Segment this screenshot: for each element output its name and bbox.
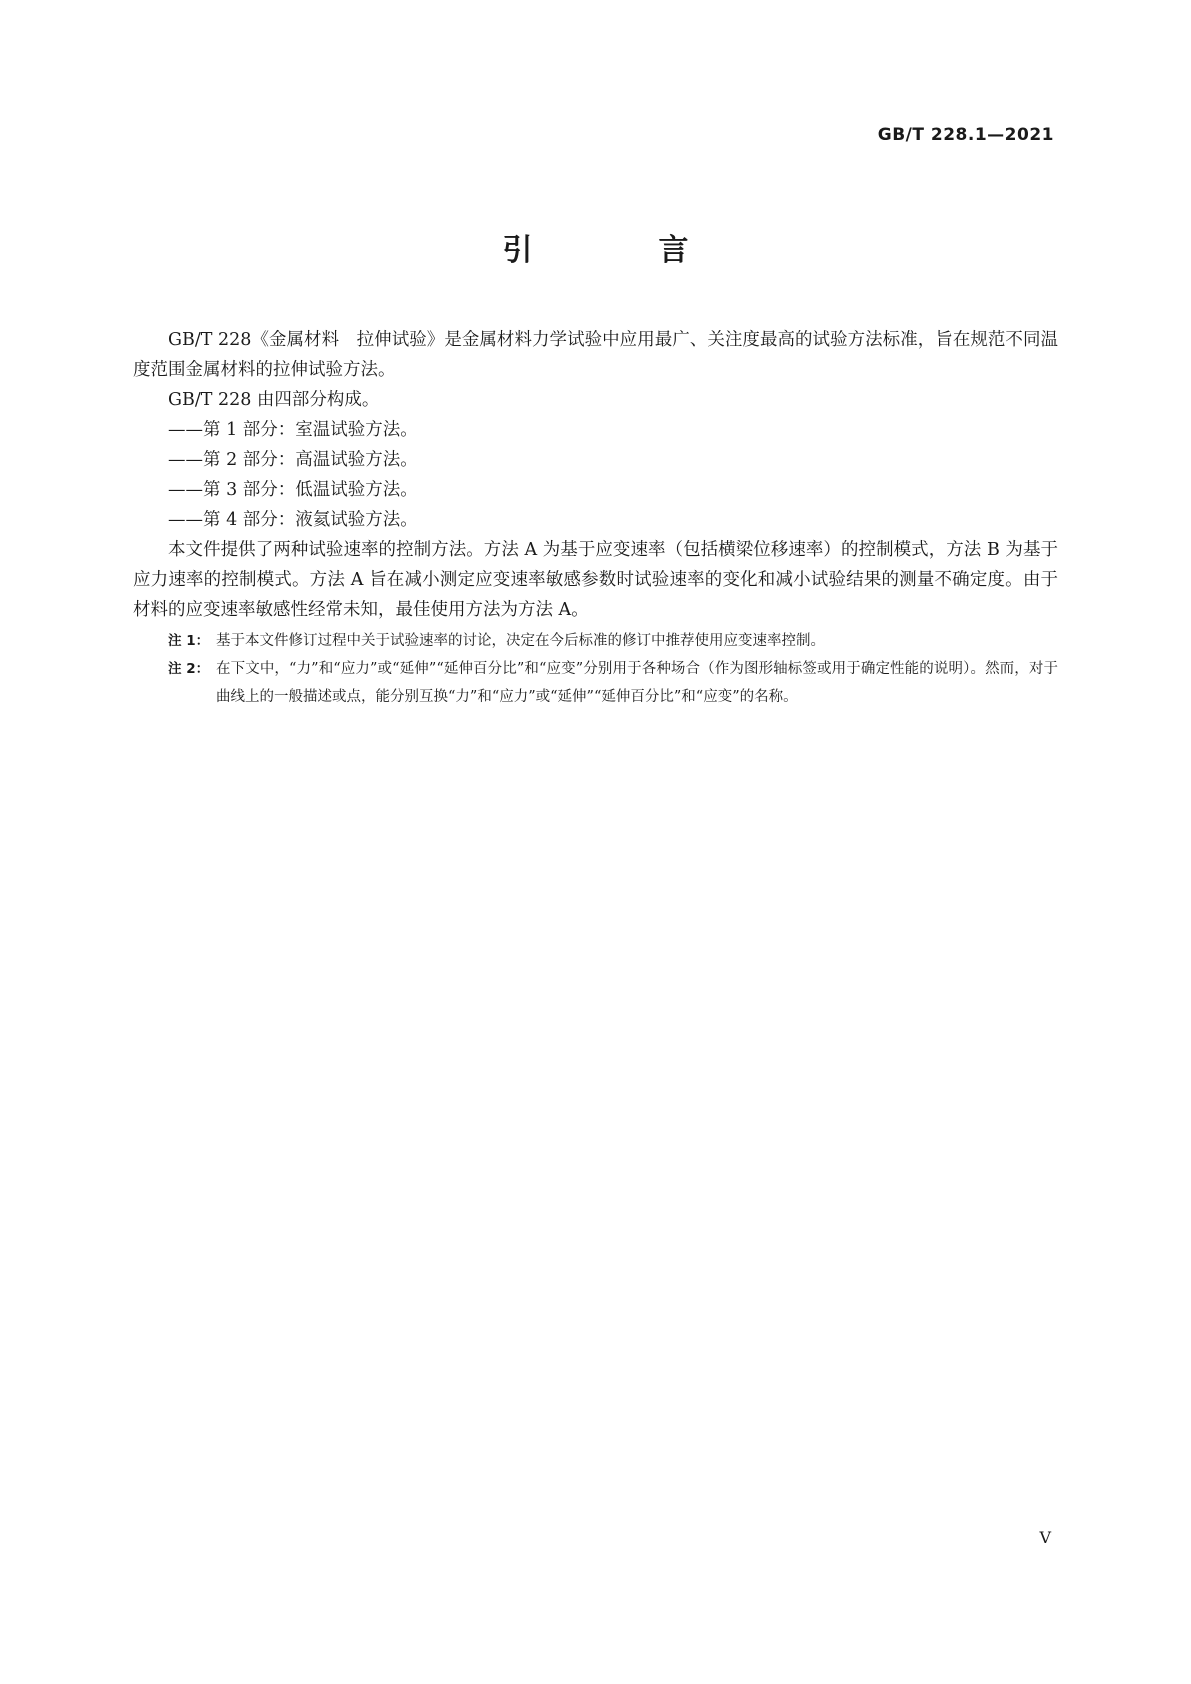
section-title: 引 言 [502,233,737,268]
composition-paragraph: GB/T 228 由四部分构成。 [168,390,380,410]
notes [133,627,1058,711]
part-item-2: ——第 2 部分：高温试验方法。 [168,450,418,470]
part-item-3: ——第 3 部分：低温试验方法。 [168,480,418,500]
standard-number: GB/T 228.1—2021 [877,125,1054,145]
note-label: 注 1： [168,633,210,649]
method-paragraph: 本文件提供了两种试验速率的控制方法。方法 A 为基于应变速率（包括横梁位移速率）的控制模式，方法 B 为基于应力速率的控制模式。方法 A 旨在减小测定应变速率敏感参数时试验速率的变化和减小试验结果的测量不确定度。由于材料的应变速率敏感性经常未知，最佳使用方法为方法 A。 [133,540,1058,620]
page-number: V [1039,1528,1051,1547]
part-item-1: ——第 1 部分：室温试验方法。 [168,420,418,440]
note-label: 注 2： [168,661,210,677]
document-body [133,325,1058,711]
intro-paragraph: GB/T 228《金属材料 拉伸试验》是金属材料力学试验中应用最广、关注度最高的试验方法标准，旨在规范不同温度范围金属材料的拉伸试验方法。 [133,330,1058,380]
note-text: 基于本文件修订过程中关于试验速率的讨论，决定在今后标准的修订中推荐使用应变速率控制。 [216,633,825,649]
part-item-4: ——第 4 部分：液氦试验方法。 [168,510,418,530]
note-text: 在下文中，“力”和“应力”或“延伸”“延伸百分比”和“应变”分别用于各种场合（作为图形轴标签或用于确定性能的说明）。然而，对于曲线上的一般描述或点，能分别互换“力”和“应力”或“延伸”“延伸百分比”和“应变”的名称。 [216,661,1058,705]
note-1 [133,627,1058,655]
note-2 [133,655,1058,711]
parts-list [133,415,1058,535]
